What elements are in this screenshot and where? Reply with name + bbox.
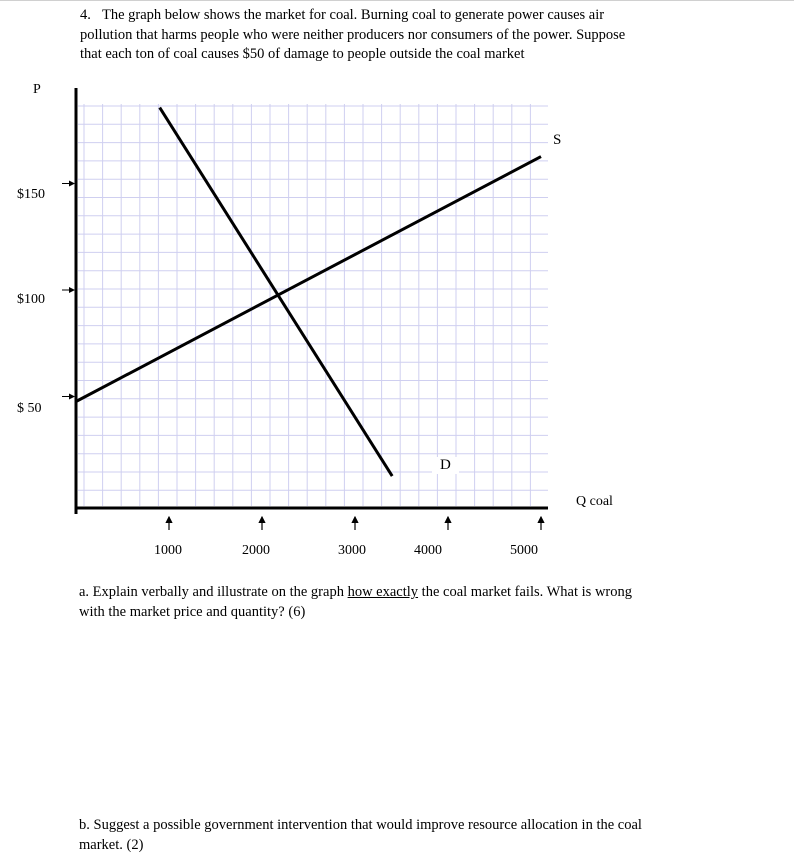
demand-curve bbox=[160, 108, 393, 476]
question-number: 4. bbox=[80, 6, 102, 26]
y-axis-label: P bbox=[33, 82, 41, 98]
x-tick-label-2000: 2000 bbox=[242, 543, 270, 559]
question-line-3: that each ton of coal causes $50 of damage to people outside the coal market bbox=[80, 45, 720, 65]
part-a-prompt bbox=[79, 583, 739, 622]
question-line-1: The graph below shows the market for coal. Burning coal to generate power causes air bbox=[102, 7, 604, 23]
y-tick-label-150: $150 bbox=[17, 187, 45, 203]
x-tick-arrows bbox=[169, 517, 541, 530]
series-lines bbox=[76, 108, 541, 476]
supply-curve-label: S bbox=[553, 132, 561, 149]
y-tick-label-100: $100 bbox=[17, 292, 45, 308]
part-b-line-1: b. Suggest a possible government intervention that would improve resource allocation in the coal bbox=[79, 816, 739, 836]
y-tick-label-50: $ 50 bbox=[17, 401, 42, 417]
part-b-prompt bbox=[79, 816, 739, 855]
x-tick-label-5000: 5000 bbox=[510, 543, 538, 559]
x-tick-label-3000: 3000 bbox=[338, 543, 366, 559]
demand-curve-label: D bbox=[432, 457, 459, 474]
x-tick-label-1000: 1000 bbox=[154, 543, 182, 559]
part-a-underlined: how exactly bbox=[348, 584, 418, 600]
y-tick-arrows bbox=[62, 184, 74, 397]
x-axis-label: Q coal bbox=[576, 494, 613, 510]
part-a-text-2: the coal market fails. What is wrong bbox=[418, 584, 632, 600]
part-b-line-2: market. (2) bbox=[79, 836, 739, 855]
part-a-line-2: with the market price and quantity? (6) bbox=[79, 603, 739, 623]
question-line-2: pollution that harms people who were neither producers nor consumers of the power. Suppose bbox=[80, 26, 720, 46]
part-a-text-1: a. Explain verbally and illustrate on the graph bbox=[79, 584, 348, 600]
x-tick-label-4000: 4000 bbox=[414, 543, 442, 559]
chart-grid bbox=[78, 104, 548, 506]
supply-curve bbox=[76, 157, 541, 402]
